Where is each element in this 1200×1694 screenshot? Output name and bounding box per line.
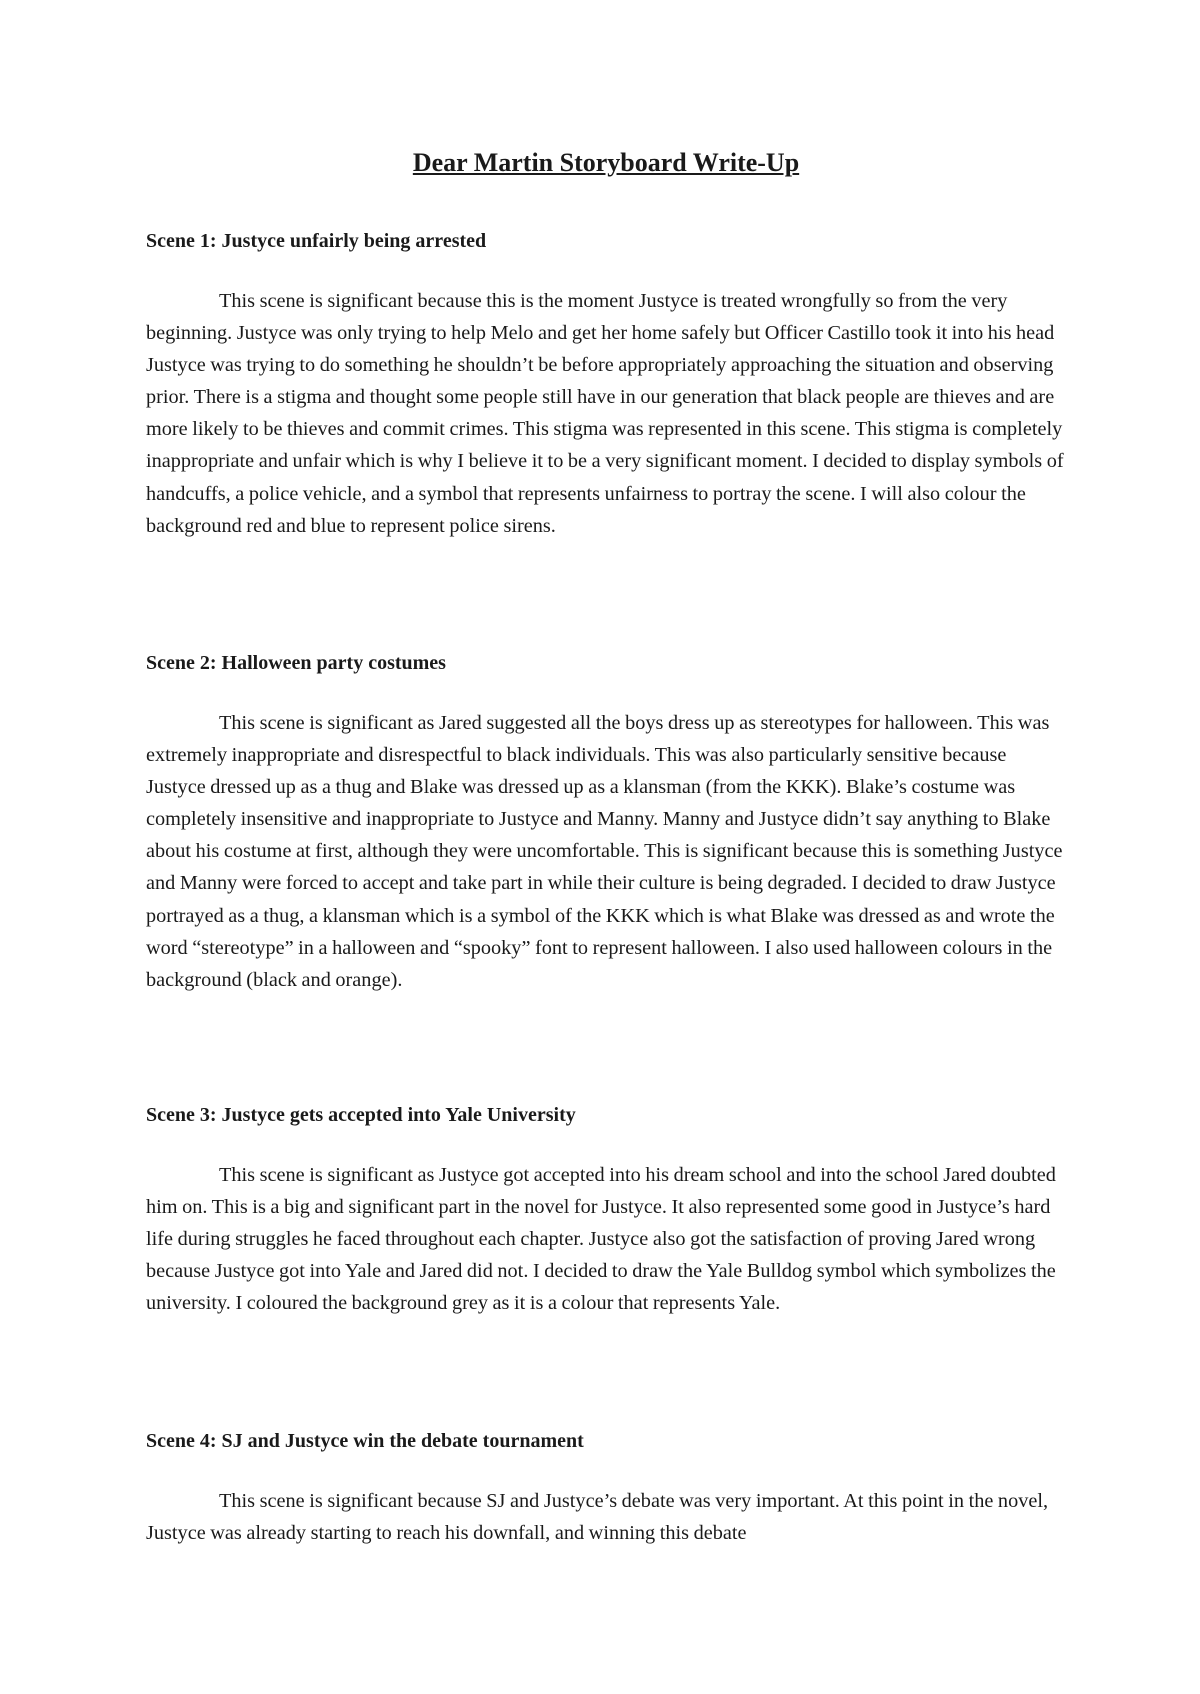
scene-3-heading: Scene 3: Justyce gets accepted into Yale University [146, 1104, 576, 1126]
scene-1-heading: Scene 1: Justyce unfairly being arrested [146, 230, 487, 252]
scene-4-heading: Scene 4: SJ and Justyce win the debate tournament [146, 1430, 584, 1452]
document-page [146, 0, 1066, 1694]
scene-1-paragraph: This scene is significant because this is the moment Justyce is treated wrongfully so from the very beginning. Justyce was only trying to help Melo and get her home safely but Officer Castillo took it into his head Justyce was trying to do something he shouldn’t be before appropriately approaching the situation and observing prior. There is a stigma and thought some people still have in our generation that black people are thieves and are more likely to be thieves and commit crimes. This stigma was represented in this scene. This stigma is completely inappropriate and unfair which is why I believe it to be a very significant moment. I decided to display symbols of handcuffs, a police vehicle, and a symbol that represents unfairness to portray the scene. I will also colour the background red and blue to represent police sirens. [146, 290, 1064, 537]
scene-1-section [146, 227, 1066, 542]
scene-3-paragraph: This scene is significant as Justyce got accepted into his dream school and into the school Jared doubted him on. This is a big and significant part in the novel for Justyce. It also represented some good in Justyce’s hard life during struggles he faced throughout each chapter. Justyce also got the satisfaction of proving Jared wrong because Justyce got into Yale and Jared did not. I decided to draw the Yale Bulldog symbol which symbolizes the university. I coloured the background grey as it is a colour that represents Yale. [146, 1164, 1056, 1315]
scene-3-section [146, 1101, 1066, 1319]
scene-4-paragraph: This scene is significant because SJ and Justyce’s debate was very important. At this point in the novel, Justyce was already starting to reach his downfall, and winning this debate [146, 1490, 1049, 1545]
scene-2-paragraph: This scene is significant as Jared suggested all the boys dress up as stereotypes for halloween. This was extremely inappropriate and disrespectful to black individuals. This was also particularly sensitive because Justyce dressed up as a thug and Blake was dressed up as a klansman (from the KKK). Blake’s costume was completely insensitive and inappropriate to Justyce and Manny. Manny and Justyce didn’t say anything to Blake about his costume at first, although they were uncomfortable. This is significant because this is something Justyce and Manny were forced to accept and take part in while their culture is being degraded. I decided to draw Justyce portrayed as a thug, a klansman which is a symbol of the KKK which is what Blake was dressed as and wrote the word “stereotype” in a halloween and “spooky” font to represent halloween. I also used halloween colours in the background (black and orange). [146, 712, 1063, 991]
scene-4-section [146, 1427, 1066, 1549]
scene-2-section [146, 649, 1066, 996]
scene-2-heading: Scene 2: Halloween party costumes [146, 652, 446, 674]
document-title: Dear Martin Storyboard Write-Up [412, 148, 800, 177]
